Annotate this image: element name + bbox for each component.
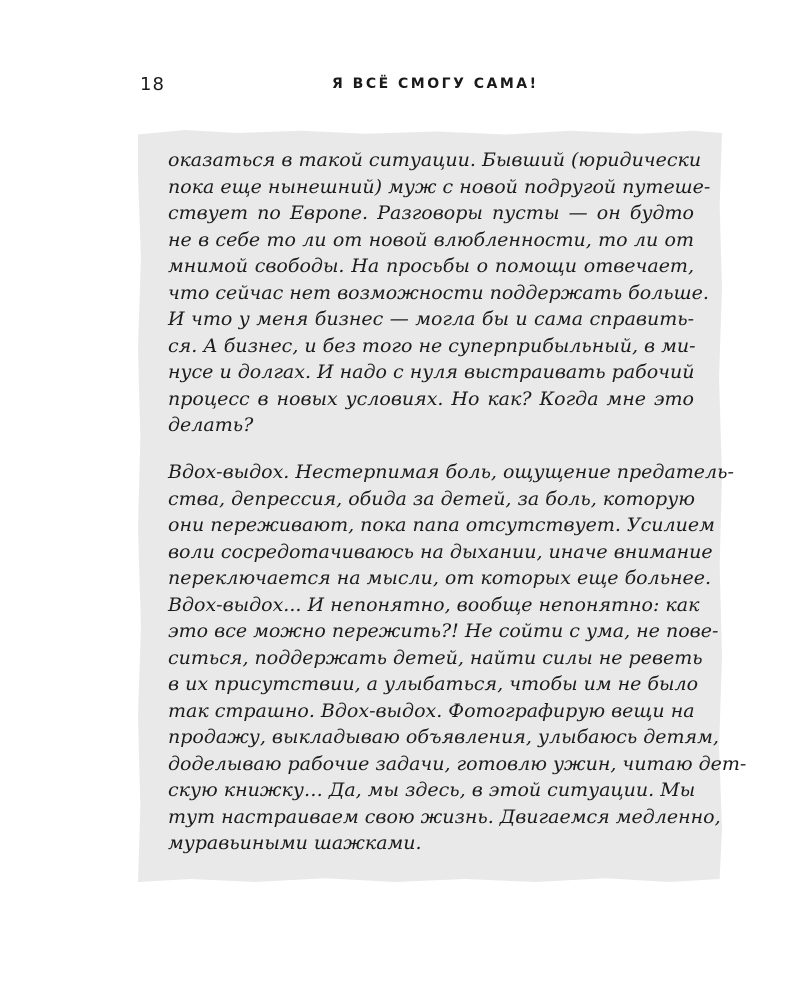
text-line: они переживают, пока папа отсутствует. Усилием (168, 514, 715, 536)
text-line: делать? (168, 414, 254, 436)
text-line: муравьиными шажками. (168, 832, 422, 854)
text-line: продажу, выкладываю объявления, улыбаюсь детям, (168, 726, 719, 748)
text-line: это все можно пережить?! Не сойти с ума, не пове- (168, 620, 719, 642)
running-head: Я ВСЁ СМОГУ САМА! (332, 76, 539, 92)
text-line: тут настраиваем свою жизнь. Двигаемся медленно, (168, 805, 721, 828)
text-line: в их присутствии, а улыбаться, чтобы им не было (168, 673, 699, 695)
text-line: ситься, поддержать детей, найти силы не реветь (168, 646, 703, 669)
text-line: скую книжку… Да, мы здесь, в этой ситуации. Мы (168, 779, 696, 801)
text-line: мнимой свободы. На просьбы о помощи отвечает, (168, 255, 694, 277)
text-line: И что у меня бизнес — могла бы и сама справить- (168, 308, 694, 330)
text-line: оказаться в такой ситуации. Бывший (юридически (168, 149, 702, 171)
text-line: ства, депрессия, обида за детей, за боль, которую (168, 487, 695, 510)
text-line: Вдох-выдох... И непонятно, вообще непонятно: как (168, 593, 700, 616)
text-line: нусе и долгах. И надо с нуля выстраивать рабочий (168, 361, 695, 383)
text-line: Вдох-выдох. Нестерпимая боль, ощущение предатель- (168, 461, 734, 483)
page-number: 18 (140, 74, 165, 95)
text-line: что сейчас нет возможности поддержать больше. (168, 281, 709, 304)
paragraph (168, 459, 747, 857)
text-line: воли сосредотачиваюсь на дыхании, иначе внимание (168, 540, 713, 563)
text-line: не в себе то ли от новой влюбленности, то ли от (168, 228, 694, 251)
paragraph (168, 147, 711, 439)
text-line: ся. А бизнес, и без того не суперприбыльный, в ми- (168, 334, 696, 357)
text-line: переключается на мысли, от которых еще больнее. (168, 567, 712, 589)
text-line: ствует по Европе. Разговоры пусты — он будто (168, 202, 694, 224)
text-line: так страшно. Вдох-выдох. Фотографирую вещи на (168, 699, 695, 722)
text-line: пока еще нынешний) муж с новой подругой путеше- (168, 175, 711, 198)
text-line: доделываю рабочие задачи, готовлю ужин, читаю дет- (168, 752, 747, 775)
text-line: процесс в новых условиях. Но как? Когда мне это (168, 387, 694, 410)
